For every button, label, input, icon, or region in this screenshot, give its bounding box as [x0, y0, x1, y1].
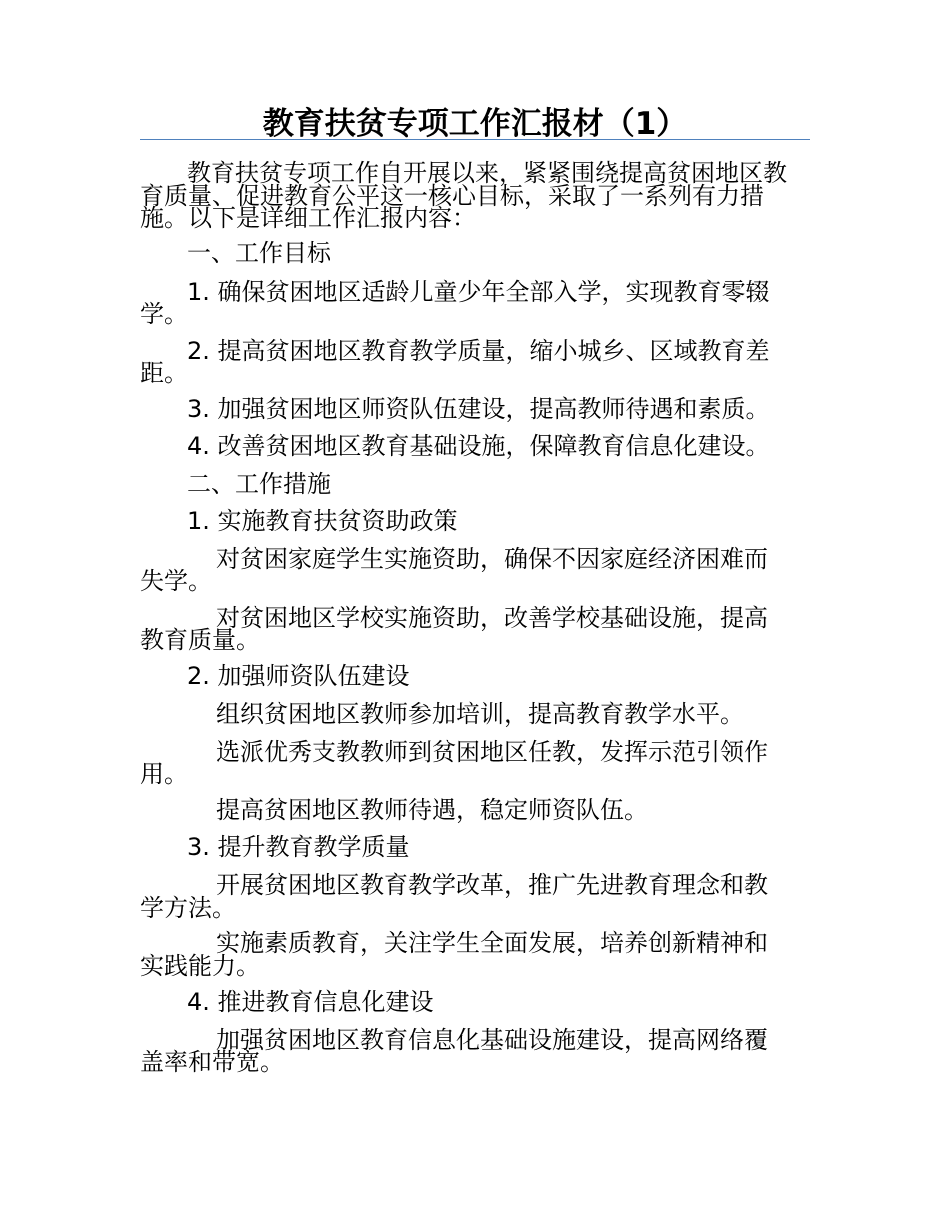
document-title: 教育扶贫专项工作汇报材（1） — [262, 106, 688, 142]
section-heading-measures: 二、工作措施 — [187, 470, 331, 498]
section-heading-goals: 一、工作目标 — [187, 239, 331, 267]
goal-1-line-1: 1. 确保贫困地区适龄儿童少年全部入学，实现教育零辍 — [187, 278, 770, 306]
measure-4-para-1-line-1: 加强贫困地区教育信息化基础设施建设，提高网络覆 — [216, 1026, 768, 1054]
measure-2-title: 2. 加强师资队伍建设 — [187, 662, 410, 690]
measure-3-para-2-line-2: 实践能力。 — [140, 952, 260, 980]
measure-3-para-1-line-2: 学方法。 — [140, 894, 236, 922]
measure-1-title: 1. 实施教育扶贫资助政策 — [187, 507, 458, 535]
measure-3-title: 3. 提升教育教学质量 — [187, 833, 410, 861]
goal-2-line-1: 2. 提高贫困地区教育教学质量，缩小城乡、区域教育差 — [187, 337, 770, 365]
measure-4-title: 4. 推进教育信息化建设 — [187, 988, 434, 1016]
measure-1-para-1-line-2: 失学。 — [140, 567, 212, 595]
measure-1-para-1-line-1: 对贫困家庭学生实施资助，确保不因家庭经济困难而 — [216, 545, 768, 573]
measure-2-para-3: 提高贫困地区教师待遇，稳定师资队伍。 — [216, 796, 648, 824]
measure-4-para-1-line-2: 盖率和带宽。 — [140, 1048, 284, 1076]
intro-line-3: 施。以下是详细工作汇报内容： — [140, 204, 476, 232]
measure-2-para-1: 组织贫困地区教师参加培训，提高教育教学水平。 — [216, 700, 744, 728]
measure-2-para-2-line-2: 用。 — [140, 760, 188, 788]
measure-3-para-2-line-1: 实施素质教育，关注学生全面发展，培养创新精神和 — [216, 929, 768, 957]
goal-2-line-2: 距。 — [140, 359, 188, 387]
measure-1-para-2-line-2: 教育质量。 — [140, 626, 260, 654]
intro-line-2: 育质量、促进教育公平这一核心目标，采取了一系列有力措 — [140, 182, 764, 210]
measure-1-para-2-line-1: 对贫困地区学校实施资助，改善学校基础设施，提高 — [216, 604, 768, 632]
goal-3: 3. 加强贫困地区师资队伍建设，提高教师待遇和素质。 — [187, 395, 770, 423]
goal-1-line-2: 学。 — [140, 300, 188, 328]
measure-3-para-1-line-1: 开展贫困地区教育教学改革，推广先进教育理念和教 — [216, 871, 768, 899]
goal-4: 4. 改善贫困地区教育基础设施，保障教育信息化建设。 — [187, 432, 770, 460]
intro-line-1: 教育扶贫专项工作自开展以来，紧紧围绕提高贫困地区教 — [187, 159, 787, 187]
measure-2-para-2-line-1: 选派优秀支教教师到贫困地区任教，发挥示范引领作 — [216, 738, 768, 766]
title-underline — [140, 139, 810, 140]
